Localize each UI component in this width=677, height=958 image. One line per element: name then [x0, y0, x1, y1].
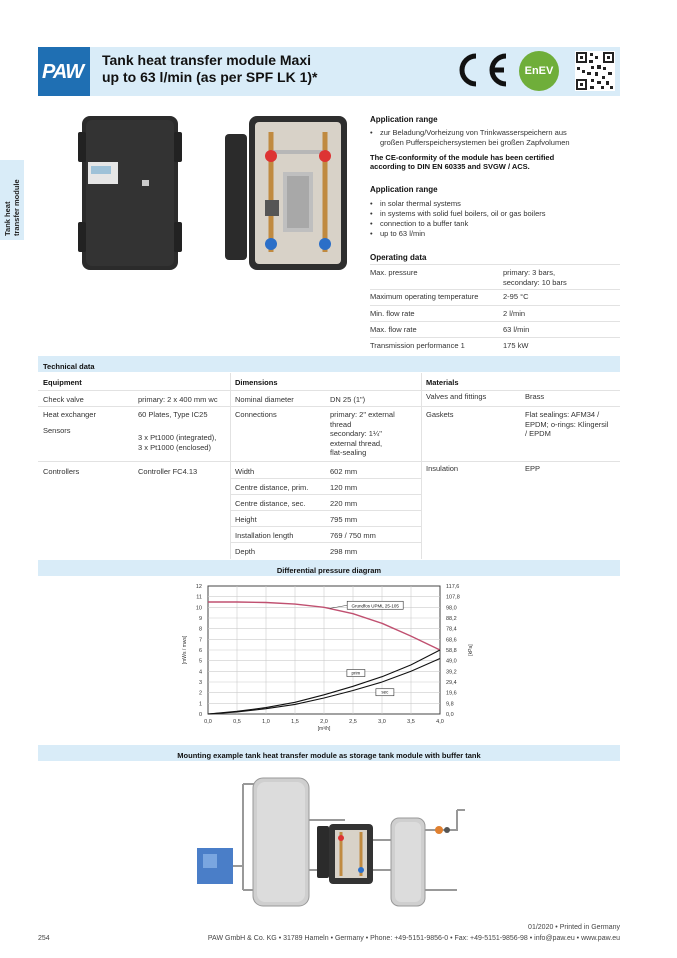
equip-value: Controller FC4.13 [138, 467, 198, 476]
page-number: 254 [38, 935, 50, 942]
application-range-en [370, 185, 620, 239]
y-tick-label: 9 [198, 616, 202, 622]
x-tick-label: 1,5 [291, 719, 299, 725]
divider [38, 406, 230, 407]
equipment-heading: Equipment [43, 378, 82, 387]
divider [370, 337, 620, 338]
x-tick-label: 2,5 [349, 719, 357, 725]
divider [231, 390, 421, 391]
mat-value [525, 410, 608, 439]
y2-tick-label: 107,8 [446, 594, 460, 601]
y-axis-label: [mWs / mws] [182, 635, 188, 665]
side-tab-line-2: transfer module [12, 179, 21, 236]
divider [231, 542, 421, 543]
op-value: 63 l/min [503, 325, 530, 334]
materials-heading: Materials [426, 378, 459, 387]
divider [231, 406, 421, 407]
list-item: • connection to a buffer tank [370, 219, 620, 229]
dim-label: Connections [235, 410, 277, 419]
dim-value: 298 mm [330, 547, 358, 556]
dim-value: 795 mm [330, 515, 358, 524]
dim-value [330, 410, 395, 458]
application-heading-de: Application range [370, 115, 438, 124]
divider [370, 321, 620, 322]
sec-label: sec [381, 689, 389, 695]
op-label: Max. flow rate [370, 325, 417, 334]
dim-label: Width [235, 467, 255, 476]
y-tick-label: 10 [195, 605, 202, 612]
footer-date: 01/2020 • Printed in Germany [528, 924, 620, 931]
op-value: primary: 3 bars, [503, 268, 556, 277]
operating-heading: Operating data [370, 253, 427, 262]
y-tick-label: 11 [196, 594, 202, 601]
dim-value: 220 mm [330, 499, 358, 508]
y2-tick-labels [446, 584, 474, 718]
y2-tick-label: 0,0 [446, 712, 454, 718]
y2-axis-label: [kPa] [468, 644, 474, 656]
divider [231, 478, 421, 479]
dimensions-heading: Dimensions [235, 378, 278, 387]
op-label: Maximum operating temperature [370, 292, 479, 301]
op-value-2: secondary: 10 bars [503, 278, 567, 287]
page-title [102, 52, 317, 86]
dim-value: DN 25 (1") [330, 395, 366, 404]
list-item: • zur Beladung/Vorheizung von Trinkwasserspeichern aus [370, 128, 620, 138]
mounting-title: Mounting example tank heat transfer module as storage tank module with buffer tank [177, 751, 481, 760]
y-tick-label: 2 [198, 690, 202, 697]
divider [422, 406, 620, 407]
y-tick-label: 0 [198, 712, 202, 718]
application-heading-en: Application range [370, 185, 438, 194]
equip-label: Check valve [43, 395, 84, 404]
divider [231, 461, 421, 462]
diagram-title: Differential pressure diagram [276, 566, 382, 575]
side-tab-text [3, 179, 21, 236]
x-tick-label: 4,0 [436, 719, 444, 725]
dim-value: 120 mm [330, 483, 358, 492]
y-tick-label: 7 [198, 637, 202, 644]
product-photo-open [225, 112, 349, 274]
dim-label: Centre distance, prim. [235, 483, 309, 492]
differential-pressure-chart [168, 578, 488, 740]
op-value: 175 kW [503, 341, 529, 350]
dim-label: Depth [235, 547, 256, 556]
dim-value-line: flat-sealing [330, 448, 367, 457]
mat-value-line: / EPDM [525, 429, 551, 438]
y-tick-label: 5 [198, 658, 202, 665]
y2-tick-label: 98,0 [446, 605, 457, 612]
x-tick-label: 3,0 [378, 719, 386, 725]
dim-value-line: external thread, [330, 438, 383, 448]
title-line-1: Tank heat transfer module Maxi [102, 52, 312, 68]
mat-label: Valves and fittings [426, 392, 487, 401]
list-item: • up to 63 l/min [370, 229, 620, 239]
title-line-2: up to 63 l/min (as per SPF LK 1)* [102, 69, 318, 85]
x-tick-label: 0,5 [233, 719, 241, 725]
y2-tick-label: 58,8 [446, 648, 457, 654]
divider [370, 264, 620, 265]
equip-value: 60 Plates, Type IC25 [138, 410, 208, 419]
y2-tick-label: 19,6 [446, 690, 457, 697]
dim-label: Installation length [235, 531, 294, 540]
qr-code-icon [575, 51, 615, 91]
mat-value-line: EPDM; o-rings: Klingersil [525, 419, 609, 429]
list-item: • in solar thermal systems [370, 199, 620, 209]
list-item: • in systems with solid fuel boilers, oil or gas boilers [370, 209, 620, 219]
list-item-cont: großen Pufferspeichersystemen bei großen Zapfvolumen [380, 138, 570, 147]
mounting-illustration [195, 770, 475, 910]
technical-data-title: Technical data [43, 362, 95, 371]
application-range-de [370, 115, 620, 171]
ce-mark-icon [450, 50, 512, 90]
divider [370, 305, 620, 306]
mat-label: Gaskets [426, 410, 454, 419]
y2-tick-label: 88,2 [446, 616, 457, 622]
equip-value: primary: 2 x 400 mm wc [138, 395, 218, 404]
y-tick-label: 1 [198, 701, 202, 708]
op-value: 2-95 °C [503, 292, 529, 301]
y-tick-label: 12 [195, 584, 202, 590]
mat-value: Brass [525, 392, 545, 401]
op-label: Max. pressure [370, 268, 418, 277]
footer-address: PAW GmbH & Co. KG • 31789 Hameln • Germany • Phone: +49-5151-9856-0 • Fax: +49-5151-9856-98 • info@paw.eu • www.paw.eu [207, 935, 620, 942]
divider [38, 461, 230, 462]
product-photo-closed [76, 112, 184, 274]
dim-value-line: primary: 2" external [330, 410, 395, 419]
y-tick-label: 8 [198, 626, 202, 633]
ce-note-1: The CE-conformity of the module has been certified [370, 153, 555, 162]
divider [422, 461, 620, 462]
dim-value-line: secondary: 1¼" [330, 429, 382, 438]
y2-tick-label: 78,4 [446, 626, 457, 633]
divider [370, 289, 620, 290]
y-tick-label: 4 [198, 669, 202, 676]
divider [231, 510, 421, 511]
dim-label: Centre distance, sec. [235, 499, 306, 508]
mounting-band [38, 745, 620, 761]
equip-value-2: 3 x Pt1000 (enclosed) [138, 443, 211, 452]
dim-value: 602 mm [330, 467, 358, 476]
paw-logo [38, 47, 90, 96]
divider [231, 526, 421, 527]
y2-tick-label: 9,8 [446, 701, 454, 708]
mat-label: Insulation [426, 464, 459, 473]
x-tick-label: 1,0 [262, 719, 270, 725]
op-label: Transmission performance 1 [370, 341, 465, 350]
dim-label: Height [235, 515, 257, 524]
divider [231, 494, 421, 495]
x-tick-labels [204, 719, 444, 732]
mat-value: EPP [525, 464, 541, 473]
enev-badge: EnEV [519, 51, 559, 91]
y2-tick-label: 68,6 [446, 637, 457, 644]
side-tab-line-1: Tank heat [3, 201, 12, 236]
x-axis-label: [m³/h] [317, 726, 331, 732]
chart-svg [168, 578, 488, 740]
divider [38, 390, 230, 391]
equip-label: Controllers [43, 467, 80, 476]
column-divider [421, 373, 422, 559]
y2-tick-label: 29,4 [446, 680, 457, 686]
op-label: Min. flow rate [370, 309, 415, 318]
y-tick-labels [182, 584, 202, 718]
equip-value: 3 x Pt1000 (integrated), [138, 433, 217, 442]
y2-tick-label: 49,0 [446, 658, 457, 665]
side-tab [0, 160, 24, 240]
x-tick-label: 3,5 [407, 719, 415, 725]
divider [422, 390, 620, 391]
pump-label: Grundfos UPML 25-105 [351, 603, 399, 609]
technical-data-band [38, 356, 620, 372]
y2-tick-label: 39,2 [446, 669, 457, 676]
equip-label: Sensors [43, 426, 71, 435]
ce-note-2: according to DIN EN 60335 and SVGW / ACS. [370, 162, 530, 171]
dim-value-line: thread [330, 419, 352, 429]
x-tick-label: 0,0 [204, 719, 212, 725]
dim-label: Nominal diameter [235, 395, 294, 404]
y-tick-label: 3 [198, 680, 202, 686]
dim-value: 769 / 750 mm [330, 531, 376, 540]
prim-label: prim [351, 670, 361, 676]
y2-tick-label: 117,6 [446, 584, 460, 590]
y-tick-label: 6 [198, 648, 202, 654]
column-divider [230, 373, 231, 559]
diagram-band [38, 560, 620, 576]
equip-label: Heat exchanger [43, 410, 96, 419]
op-value: 2 l/min [503, 309, 526, 318]
mat-value-line: Flat sealings: AFM34 / [525, 410, 600, 419]
x-tick-label: 2,0 [320, 719, 328, 725]
logo-text: PAW [42, 61, 84, 83]
